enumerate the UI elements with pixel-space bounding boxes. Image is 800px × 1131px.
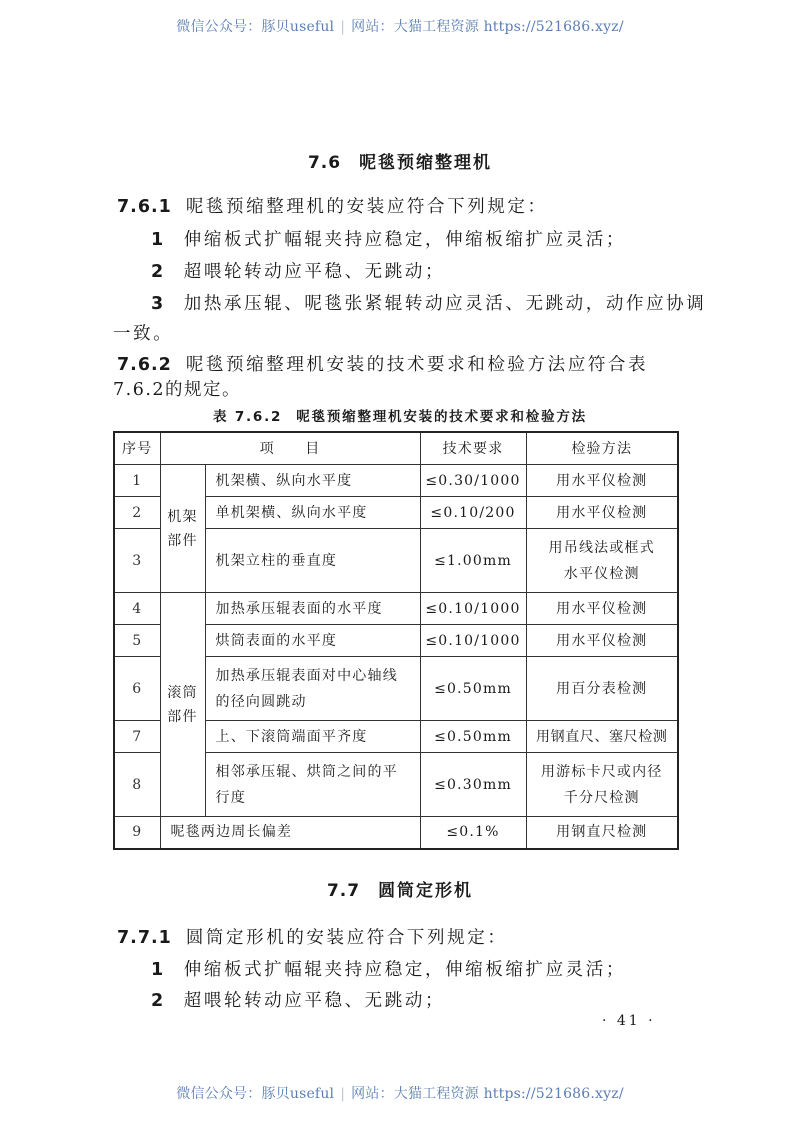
item-line: 相邻承压辊、烘筒之间的平 [215,763,398,780]
group-label: 滚筒 [167,684,198,701]
clause-7-6-2-continuation [113,378,241,402]
watermark-wechat: 微信公众号：豚贝useful [176,1086,335,1102]
row-requirement: ≤0.10/1000 [420,625,526,657]
row-no: 5 [114,625,160,657]
item-number: 1 [151,230,166,250]
section-number: 7.7 [326,881,361,901]
list-item [151,292,706,316]
row-no: 9 [114,817,160,849]
item-text: 加热承压辊、呢毯张紧辊转动应灵活、无跳动，动作应协调 [183,294,707,314]
row-item: 机架立柱的垂直度 [205,529,420,593]
row-method: 用水平仪检测 [526,497,678,529]
table-number: 表 7.6.2 [213,409,283,425]
row-requirement: ≤0.10/200 [420,497,526,529]
clause-text: 7.6.2的规定。 [113,380,242,400]
section-heading-7-7 [0,876,800,901]
clause-number: 7.6.2 [117,355,172,375]
item-line: 的径向圆跳动 [215,693,307,710]
row-item: 呢毯两边周长偏差 [160,817,420,849]
row-requirement: ≤0.30mm [420,753,526,817]
spec-table [113,431,679,850]
section-title: 呢毯预缩整理机 [359,153,493,173]
row-method: 用水平仪检测 [526,465,678,497]
row-requirement: ≤1.00mm [420,529,526,593]
watermark-website: 网站：大猫工程资源 https://521686.xyz/ [351,1086,624,1102]
watermark-bottom [0,1083,800,1103]
table-caption [0,405,800,425]
clause-7-7-1 [117,926,507,950]
watermark-top [0,16,800,36]
row-item: 机架横、纵向水平度 [205,465,420,497]
row-no: 2 [114,497,160,529]
table-header-row [114,432,678,465]
row-no: 8 [114,753,160,817]
item-line: 行度 [215,789,246,806]
clause-text: 呢毯预缩整理机的安装应符合下列规定： [185,197,548,217]
row-no: 7 [114,721,160,753]
page-number: · 41 · [602,1013,656,1029]
row-item: 烘筒表面的水平度 [205,625,420,657]
item-text: 伸缩板式扩幅辊夹持应稳定，伸缩板缩扩应灵活； [183,230,626,250]
list-item [151,228,626,252]
group-frame-parts [160,465,205,593]
group-label: 机架 [167,508,198,525]
watermark-website: 网站：大猫工程资源 https://521686.xyz/ [351,19,624,35]
group-label: 部件 [167,708,198,725]
clause-7-6-1 [117,195,548,219]
row-requirement: ≤0.10/1000 [420,593,526,625]
row-item [205,657,420,721]
table-row [114,465,678,497]
item-number: 2 [151,262,166,282]
group-label: 部件 [167,532,198,549]
method-line: 用游标卡尺或内径 [540,763,663,780]
watermark-separator: | [340,19,346,35]
header-item: 项 目 [160,432,420,465]
clause-number: 7.6.1 [117,197,172,217]
row-method: 用水平仪检测 [526,593,678,625]
row-item: 上、下滚筒端面平齐度 [205,721,420,753]
list-item [151,958,626,982]
clause-number: 7.7.1 [117,928,172,948]
row-requirement: ≤0.50mm [420,721,526,753]
header-no: 序号 [114,432,160,465]
watermark-wechat: 微信公众号：豚贝useful [176,19,335,35]
header-method: 检验方法 [526,432,678,465]
item-text: 伸缩板式扩幅辊夹持应稳定，伸缩板缩扩应灵活； [183,960,626,980]
item-line: 加热承压辊表面对中心轴线 [215,667,398,684]
item-text: 超喂轮转动应平稳、无跳动； [183,991,446,1011]
item-text: 一致。 [113,324,174,344]
row-item [205,753,420,817]
item-text: 超喂轮转动应平稳、无跳动； [183,262,446,282]
item-number: 3 [151,294,166,314]
row-item: 加热承压辊表面的水平度 [205,593,420,625]
row-no: 1 [114,465,160,497]
clause-7-6-2 [117,353,648,377]
table-row [114,593,678,625]
list-item-continuation [113,322,173,346]
row-requirement: ≤0.50mm [420,657,526,721]
table-row [114,817,678,849]
row-no: 4 [114,593,160,625]
row-method [526,529,678,593]
row-method [526,753,678,817]
row-no: 3 [114,529,160,593]
method-line: 水平仪检测 [563,565,640,582]
row-method: 用百分表检测 [526,657,678,721]
section-heading-7-6 [0,148,800,173]
header-requirement: 技术要求 [420,432,526,465]
method-line: 千分尺检测 [563,789,640,806]
row-item: 单机架横、纵向水平度 [205,497,420,529]
section-number: 7.6 [307,153,342,173]
row-method: 用钢直尺检测 [526,817,678,849]
method-line: 用吊线法或框式 [548,539,655,556]
clause-text: 呢毯预缩整理机安装的技术要求和检验方法应符合表 [185,355,649,375]
watermark-separator: | [340,1086,346,1102]
list-item [151,989,445,1013]
item-number: 1 [151,960,166,980]
section-title: 圆筒定形机 [378,881,474,901]
row-method: 用水平仪检测 [526,625,678,657]
list-item [151,260,445,284]
row-no: 6 [114,657,160,721]
clause-text: 圆筒定形机的安装应符合下列规定： [185,928,508,948]
item-number: 2 [151,991,166,1011]
table-title: 呢毯预缩整理机安装的技术要求和检验方法 [296,409,587,425]
row-requirement: ≤0.1% [420,817,526,849]
row-method: 用钢直尺、塞尺检测 [526,721,678,753]
row-requirement: ≤0.30/1000 [420,465,526,497]
group-roller-parts [160,593,205,817]
